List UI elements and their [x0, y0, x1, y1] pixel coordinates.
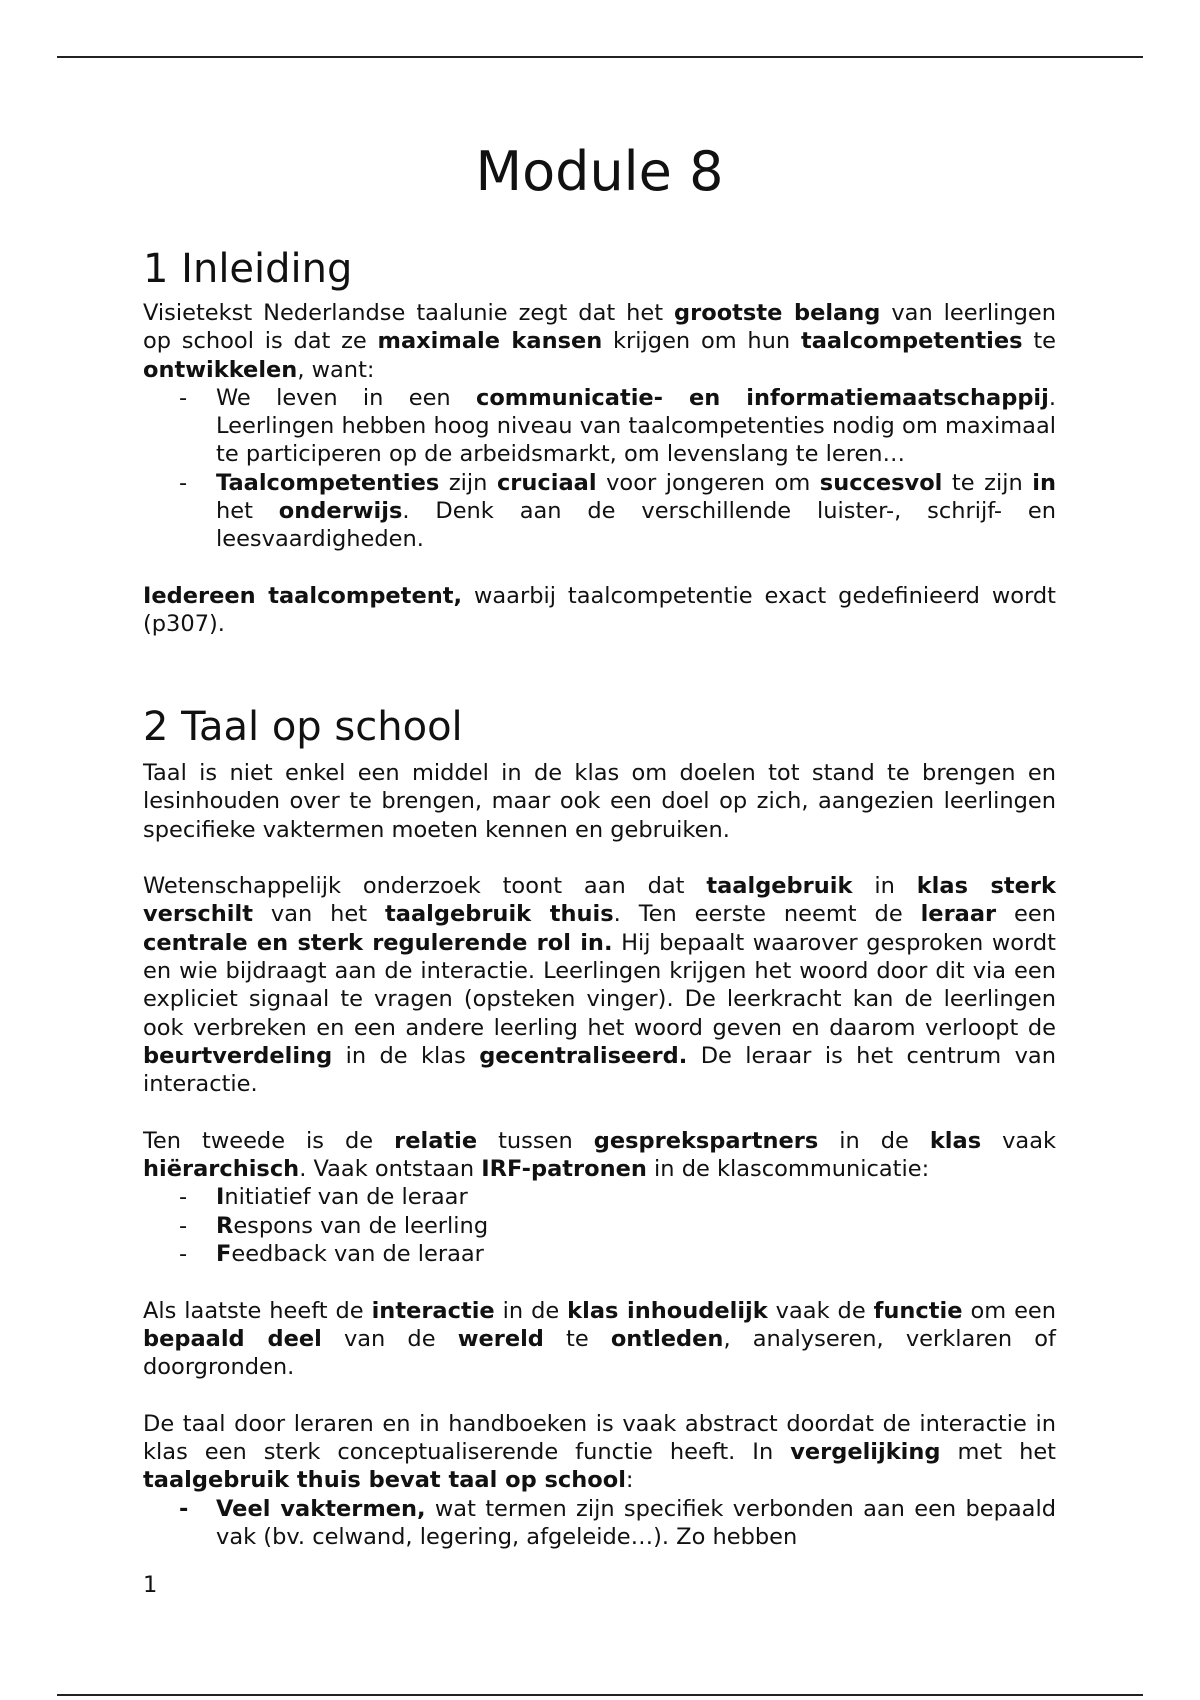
- bold-term: succesvol: [819, 469, 943, 496]
- bold-term: taalgebruik thuis bevat taal op school: [143, 1467, 626, 1494]
- bold-term: leraar: [920, 901, 997, 928]
- bold-term: IRF-patronen: [481, 1156, 647, 1183]
- paragraph: De taal door leraren en in handboeken is vaak abstract doordat de interactie in klas een sterk conceptualiserende functie heeft. In vergelijking met het taalgebruik thuis bevat taal op school:: [143, 1410, 1056, 1494]
- section-title: Taal op school: [181, 704, 463, 750]
- bold-term: taalgebruik thuis: [385, 901, 614, 928]
- bold-term: centrale en sterk regulerende rol in.: [143, 929, 613, 956]
- bold-term: bepaald deel: [143, 1325, 322, 1352]
- bold-term: grootste belang: [674, 300, 881, 326]
- dash-marker: -: [179, 469, 188, 496]
- bullet-list: [143, 1495, 1056, 1552]
- bold-term: relatie: [394, 1127, 478, 1154]
- dash-marker: -: [179, 1212, 188, 1239]
- bold-term: onderwijs: [278, 498, 403, 525]
- paragraph: Visietekst Nederlandse taalunie zegt dat het grootste belang van leerlingen op school is dat ze maximale kansen krijgen om hun taalcompetenties te ontwikkelen, want:: [143, 300, 1057, 383]
- section-1-body: [143, 299, 1056, 639]
- page-title: Module 8: [475, 140, 724, 203]
- bold-term: beurtverdeling: [143, 1042, 333, 1069]
- bold-term: gesprekspartners: [593, 1127, 819, 1154]
- bottom-rule: [57, 1694, 1143, 1696]
- list-item: - We leven in een communicatie- en informatiemaatschappij. Leerlingen hebben hoog niveau van taalcompetenties nodig om maximaal te participeren op de arbeidsmarkt, om levenslang te leren…: [179, 384, 1057, 468]
- bold-term: Taalcompetenties: [216, 469, 440, 496]
- dash-marker: -: [179, 384, 188, 411]
- bold-term: ontwikkelen: [143, 356, 298, 383]
- bold-term: hiërarchisch: [143, 1156, 300, 1183]
- bold-term: R: [216, 1212, 234, 1239]
- bold-term: Veel vaktermen,: [216, 1495, 426, 1522]
- bold-term: F: [216, 1241, 232, 1268]
- bold-term: interactie: [371, 1297, 495, 1324]
- bold-term: taalcompetenties: [800, 328, 1023, 355]
- bold-term: gecentraliseerd.: [479, 1042, 688, 1069]
- bold-term: in: [1032, 469, 1056, 496]
- paragraph: Als laatste heeft de interactie in de klas inhoudelijk vaak de functie om een bepaald deel van de wereld te ontleden, analyseren, verklaren of doorgronden.: [143, 1297, 1057, 1381]
- irf-list: [143, 1183, 1056, 1268]
- paragraph: Taal is niet enkel een middel in de klas om doelen tot stand te brengen en lesinhouden over te brengen, maar ook een doel op zich, aangezien leerlingen specifieke vaktermen moeten kennen en gebruiken.: [143, 760, 1056, 843]
- bold-term: taalgebruik: [706, 873, 853, 900]
- bold-term: vergelijking: [790, 1439, 941, 1466]
- paragraph: Iedereen taalcompetent, waarbij taalcompetentie exact gedefinieerd wordt (p307).: [143, 582, 1056, 638]
- list-item: - Feedback van de leraar: [179, 1241, 484, 1268]
- bold-term: klas: [929, 1127, 982, 1154]
- bullet-list: [143, 384, 1056, 554]
- section-number: 2: [143, 704, 169, 750]
- bold-term: klas inhoudelijk: [567, 1297, 768, 1324]
- page-number: 1: [143, 1572, 158, 1598]
- bold-term: Iedereen taalcompetent,: [143, 582, 463, 609]
- paragraph: Wetenschappelijk onderzoek toont aan dat taalgebruik in klas sterk verschilt van het taalgebruik thuis. Ten eerste neemt de leraar een centrale en sterk regulerende rol in. Hij bepaalt waarover gesproken wordt en wie bijdraagt aan de interactie. Leerlingen krijgen het woord door dit via een expliciet signaal te vragen (opsteken vinger). De leerkracht kan de leerlingen ook verbreken en een andere leerling het woord geven en daarom verloopt de beurtverdeling in de klas gecentraliseerd. De leraar is het centrum van interactie.: [143, 873, 1056, 1098]
- dash-marker: -: [179, 1184, 188, 1211]
- dash-marker: -: [179, 1241, 188, 1268]
- bold-term: ontleden: [610, 1325, 724, 1352]
- top-rule: [57, 56, 1143, 58]
- section-2-body: [143, 759, 1056, 1551]
- list-item: - Respons van de leerling: [179, 1212, 489, 1239]
- list-item: - Initiatief van de leraar: [179, 1184, 468, 1211]
- dash-marker: -: [179, 1495, 189, 1522]
- section-2-heading: [143, 703, 463, 751]
- list-item: - Taalcompetenties zijn cruciaal voor jongeren om succesvol te zijn in het onderwijs. Denk aan de verschillende luister-, schrijf- en leesvaardigheden.: [179, 469, 1056, 553]
- paragraph: Ten tweede is de relatie tussen gesprekspartners in de klas vaak hiërarchisch. Vaak ontstaan IRF-patronen in de klascommunicatie:: [143, 1127, 1057, 1183]
- section-1-heading: [143, 245, 352, 293]
- bold-term: klas sterk verschilt: [143, 873, 1056, 928]
- list-item: - Veel vaktermen, wat termen zijn specifiek verbonden aan een bepaald vak (bv. celwand, legering, afgeleide…). Zo hebben: [179, 1495, 1056, 1551]
- bold-term: communicatie- en informatiemaatschappij: [476, 384, 1049, 411]
- bold-term: cruciaal: [496, 469, 597, 496]
- bold-term: I: [216, 1184, 225, 1211]
- bold-term: functie: [873, 1297, 963, 1324]
- bold-term: maximale kansen: [377, 328, 603, 355]
- section-number: 1: [143, 246, 169, 292]
- bold-term: wereld: [457, 1325, 544, 1352]
- section-title: Inleiding: [181, 246, 353, 292]
